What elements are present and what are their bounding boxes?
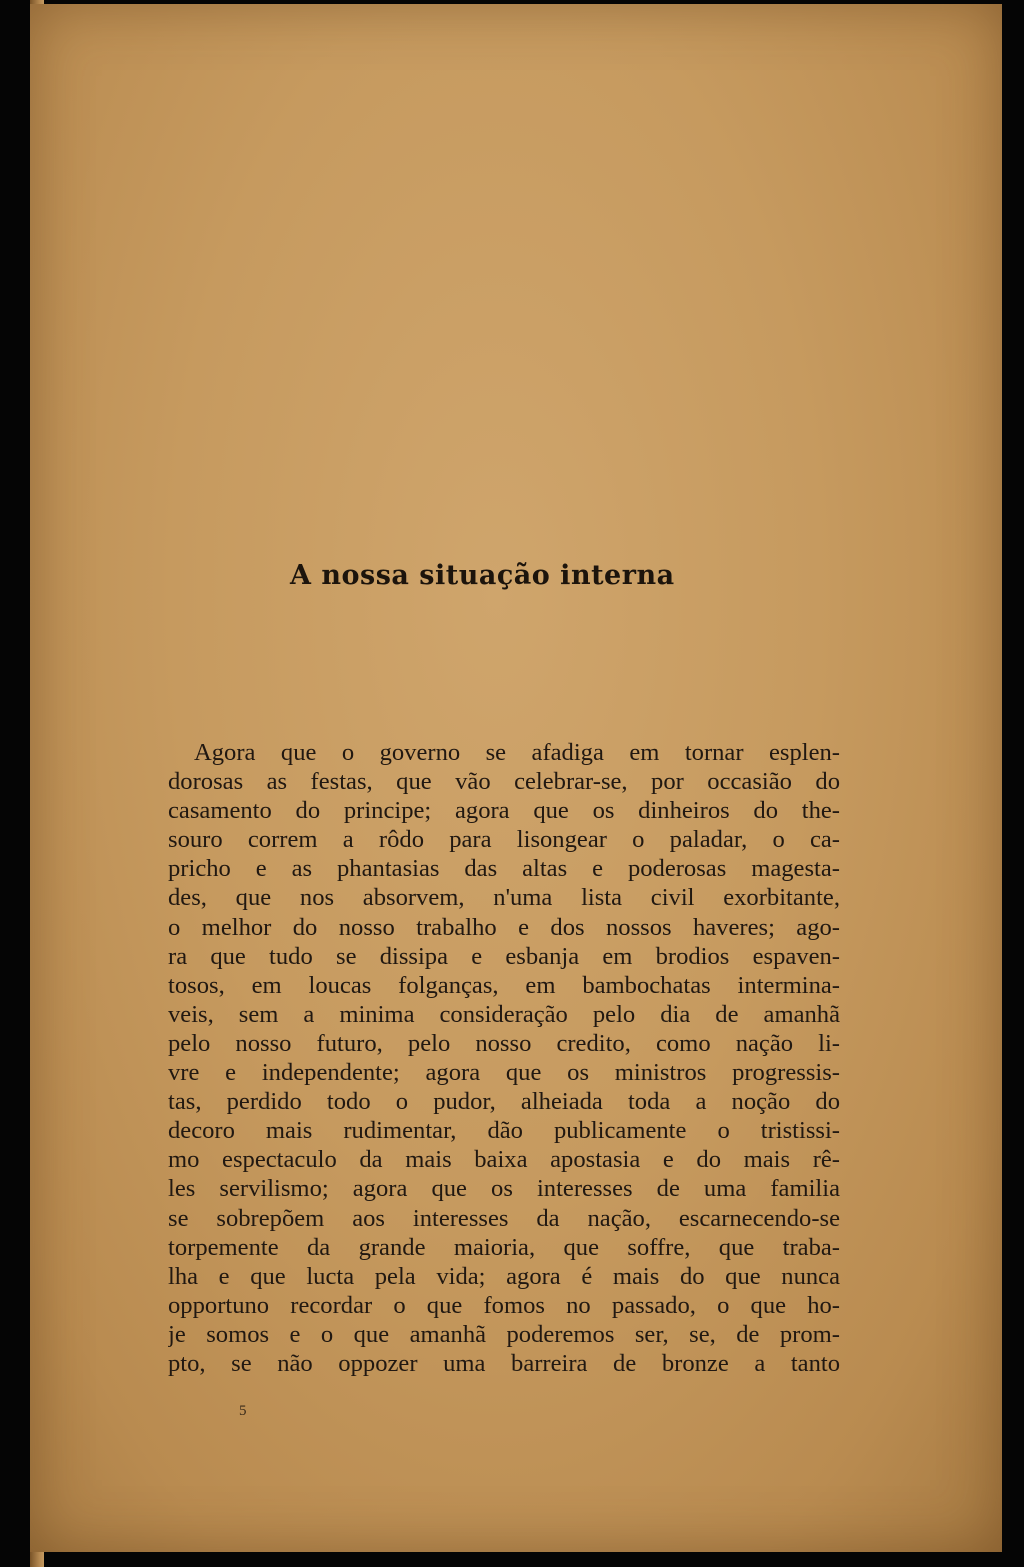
body-text — [168, 738, 840, 1378]
text-line: casamento do principe; agora que os dinheiros do the- — [168, 797, 840, 825]
text-line: mo espectaculo da mais baixa apostasia e do mais rê- — [168, 1146, 840, 1174]
text-line: lha e que lucta pela vida; agora é mais do que nunca — [168, 1262, 840, 1290]
text-line: pelo nosso futuro, pelo nosso credito, como nação li- — [168, 1029, 840, 1057]
text-line: tosos, em loucas folganças, em bambochatas intermina- — [168, 971, 840, 999]
text-line: decoro mais rudimentar, dão publicamente o tristissi- — [168, 1117, 840, 1145]
text-line: tas, perdido todo o pudor, alheiada toda a noção do — [168, 1088, 840, 1116]
text-line: Agora que o governo se afadiga em tornar esplen- — [194, 739, 840, 766]
chapter-title: A nossa situação interna — [290, 560, 675, 591]
text-line: pto, se não oppozer uma barreira de bronze a tanto — [168, 1349, 840, 1377]
text-line: les servilismo; agora que os interesses de uma familia — [168, 1175, 840, 1203]
page-folio: 5 — [239, 1403, 247, 1419]
text-line: pricho e as phantasias das altas e poderosas magesta- — [168, 855, 840, 883]
text-line: souro correm a rôdo para lisongear o paladar, o ca- — [168, 826, 840, 854]
text-line: je somos e o que amanhã poderemos ser, se, de prom- — [168, 1320, 840, 1348]
text-line: se sobrepõem aos interesses da nação, escarnecendo-se — [168, 1204, 840, 1232]
text-line: des, que nos absorvem, n'uma lista civil exorbitante, — [168, 884, 840, 912]
text-line: veis, sem a minima consideração pelo dia de amanhã — [168, 1000, 840, 1028]
text-line: opportuno recordar o que fomos no passado, o que ho- — [168, 1291, 840, 1319]
text-line: dorosas as festas, que vão celebrar-se, por occasião do — [168, 768, 840, 796]
text-line: ra que tudo se dissipa e esbanja em brodios espaven- — [168, 942, 840, 970]
text-line: o melhor do nosso trabalho e dos nossos haveres; ago- — [168, 913, 840, 941]
text-line: torpemente da grande maioria, que soffre, que traba- — [168, 1233, 840, 1261]
text-line: vre e independente; agora que os ministros progressis- — [168, 1059, 840, 1087]
